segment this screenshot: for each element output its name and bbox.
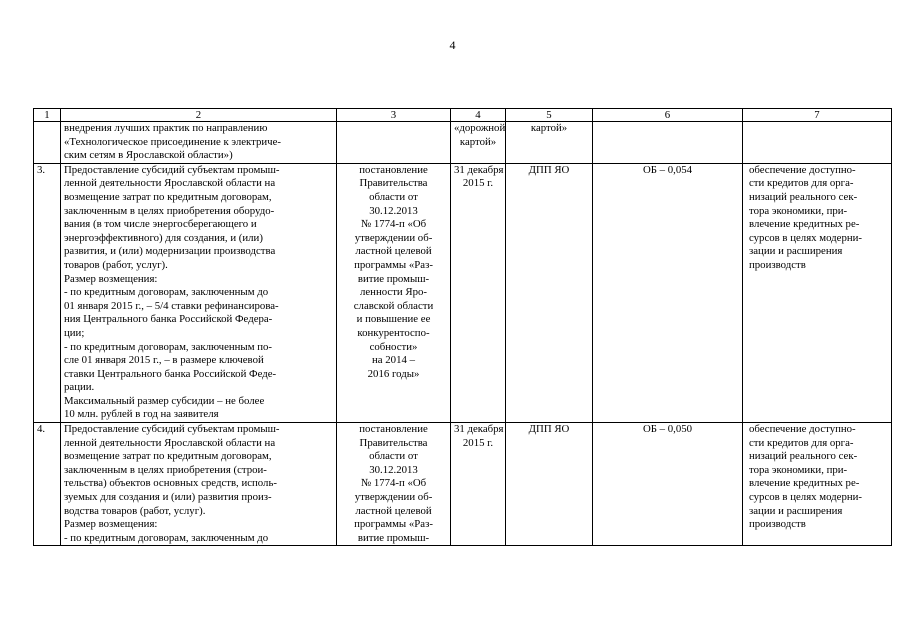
measure-description-line: Предоставление субсидий субъектам промыш- [64, 163, 280, 176]
expected-result-line: сурсов в целях модерни- [749, 231, 863, 244]
column-number-row [34, 109, 892, 122]
deadline-line: 2015 г. [462, 436, 494, 449]
legal-basis-line: постановление [359, 163, 428, 176]
measure-description-line: Максимальный размер субсидии – не более [64, 394, 265, 407]
legal-basis-line: конкурентоспо- [357, 326, 430, 339]
expected-result-line: сти кредитов для орга- [749, 177, 854, 190]
expected-result-line: обеспечение доступно- [749, 423, 856, 436]
measure-description-line: товаров (работ, услуг). [64, 258, 168, 271]
legal-basis-line: № 1774-п «Об [360, 477, 427, 490]
row-number [34, 122, 61, 164]
column-number-3: 3 [337, 109, 451, 122]
legal-basis [337, 122, 451, 164]
legal-basis-line: витие промыш- [357, 531, 430, 544]
expected-result-line: тора экономики, при- [749, 204, 848, 217]
expected-result-line: влечение кредитных ре- [749, 477, 860, 490]
deadline [451, 122, 506, 164]
page-number: 4 [449, 38, 456, 52]
measure-description-line: внедрения лучших практик по направлению [64, 122, 268, 134]
measure-description-line: «Технологическое присоединение к электриче- [64, 135, 281, 148]
measure-description [61, 423, 337, 546]
expected-result [743, 122, 892, 164]
funding [593, 122, 743, 164]
column-number-5: 5 [506, 109, 593, 122]
legal-basis-line: утверждении об- [354, 491, 433, 504]
column-number-4: 4 [451, 109, 506, 122]
legal-basis-line: 30.12.2013 [369, 204, 418, 217]
measures-table [33, 108, 892, 546]
legal-basis-line: Правительства [359, 177, 428, 190]
continuation-row [34, 122, 892, 164]
measure-description-line: рации. [64, 381, 95, 394]
measure-description-line: ским сетям в Ярославской области») [64, 149, 233, 162]
measure-description-line: ния Центрального банка Российской Федера- [64, 313, 273, 326]
table-row [34, 163, 892, 422]
measure-description-line: ленной деятельности Ярославской области на [64, 436, 276, 449]
legal-basis-line: программы «Раз- [354, 258, 433, 271]
legal-basis-line: Правительства [359, 436, 428, 449]
expected-result-line: обеспечение доступно- [749, 163, 856, 176]
legal-basis-line: 2016 годы» [367, 367, 420, 380]
measure-description-line: развития, и (или) модернизации производства [64, 245, 276, 258]
funding: ОБ – 0,050 [593, 423, 743, 546]
legal-basis-line: славской области [353, 299, 434, 312]
legal-basis-line: программы «Раз- [354, 518, 433, 531]
legal-basis-line: и повышение ее [356, 313, 431, 326]
deadline [451, 163, 506, 422]
legal-basis-line: витие промыш- [357, 272, 430, 285]
measure-description-line: - по кредитным договорам, заключенным по- [64, 340, 272, 353]
table-row [34, 423, 892, 546]
measure-description [61, 122, 337, 164]
measure-description-line: - по кредитным договорам, заключенным до [64, 286, 269, 299]
measure-description-line: ции; [64, 326, 85, 339]
measure-description-line: возмещение затрат по кредитным договорам, [64, 450, 272, 463]
expected-result-line: низаций реального сек- [749, 450, 858, 463]
measure-description [61, 163, 337, 422]
column-number-6: 6 [593, 109, 743, 122]
column-number-2: 2 [61, 109, 337, 122]
measure-description-line: заключенным в целях приобретения оборудо- [64, 204, 275, 217]
measure-description-line: Предоставление субсидий субъектам промыш- [64, 423, 280, 436]
legal-basis-line: ластной целевой [355, 245, 432, 258]
legal-basis-line: постановление [359, 423, 428, 436]
row-number: 4. [34, 423, 61, 546]
measure-description-line: энергоэффективного) для создания, и (или) [64, 231, 263, 244]
measure-description-line: 01 января 2015 г., – 5/4 ставки рефинансирова- [64, 299, 279, 312]
expected-result-line: зации и расширения [749, 245, 843, 258]
measure-description-line: сле 01 января 2015 г., – в размере ключевой [64, 354, 264, 367]
expected-result-line: тора экономики, при- [749, 463, 848, 476]
measure-description-line: заключенным в целях приобретения (строи- [64, 463, 267, 476]
measure-description-line: зуемых для создания и (или) развития произ- [64, 491, 272, 504]
deadline-line: 31 декабря [454, 163, 504, 176]
legal-basis-line: ластной целевой [355, 504, 432, 517]
measure-description-line: тельства) объектов основных средств, исполь- [64, 477, 277, 490]
legal-basis-line: области от [369, 190, 418, 203]
column-number-7: 7 [743, 109, 892, 122]
expected-result [743, 163, 892, 422]
expected-result-line: низаций реального сек- [749, 190, 858, 203]
expected-result-line: зации и расширения [749, 504, 843, 517]
measure-description-line: вания (в том числе энергосберегающего и [64, 218, 257, 231]
expected-result-line: производств [749, 518, 806, 531]
measure-description-line: Размер возмещения: [64, 518, 158, 531]
measure-description-line: возмещение затрат по кредитным договорам, [64, 190, 272, 203]
legal-basis [337, 423, 451, 546]
expected-result-line: влечение кредитных ре- [749, 218, 860, 231]
measure-description-line: - по кредитным договорам, заключенным до [64, 531, 269, 544]
deadline-line: 31 декабря [454, 423, 504, 436]
row-number: 3. [34, 163, 61, 422]
responsible-line: картой» [530, 122, 568, 134]
measure-description-line: ленной деятельности Ярославской области на [64, 177, 276, 190]
funding: ОБ – 0,054 [593, 163, 743, 422]
responsible: ДПП ЯО [506, 163, 593, 422]
expected-result [743, 423, 892, 546]
measure-description-line: ставки Центрального банка Российской Феде- [64, 367, 277, 380]
measure-description-line: водства товаров (работ, услуг). [64, 504, 206, 517]
legal-basis-line: ленности Яро- [360, 286, 427, 299]
legal-basis-line: утверждении об- [354, 231, 433, 244]
deadline-line: «дорожной [454, 122, 506, 134]
measure-description-line: Размер возмещения: [64, 272, 158, 285]
responsible [506, 122, 593, 164]
legal-basis-line: № 1774-п «Об [360, 218, 427, 231]
column-number-1: 1 [34, 109, 61, 122]
legal-basis [337, 163, 451, 422]
deadline-line: 2015 г. [462, 177, 494, 190]
deadline-line: картой» [459, 135, 497, 148]
legal-basis-line: 30.12.2013 [369, 463, 418, 476]
expected-result-line: сти кредитов для орга- [749, 436, 854, 449]
legal-basis-line: на 2014 – [372, 354, 415, 367]
responsible: ДПП ЯО [506, 423, 593, 546]
expected-result-line: производств [749, 258, 806, 271]
measure-description-line: 10 млн. рублей в год на заявителя [64, 408, 219, 421]
legal-basis-line: области от [369, 450, 418, 463]
expected-result-line: сурсов в целях модерни- [749, 491, 863, 504]
legal-basis-line: собности» [369, 340, 418, 353]
deadline [451, 423, 506, 546]
